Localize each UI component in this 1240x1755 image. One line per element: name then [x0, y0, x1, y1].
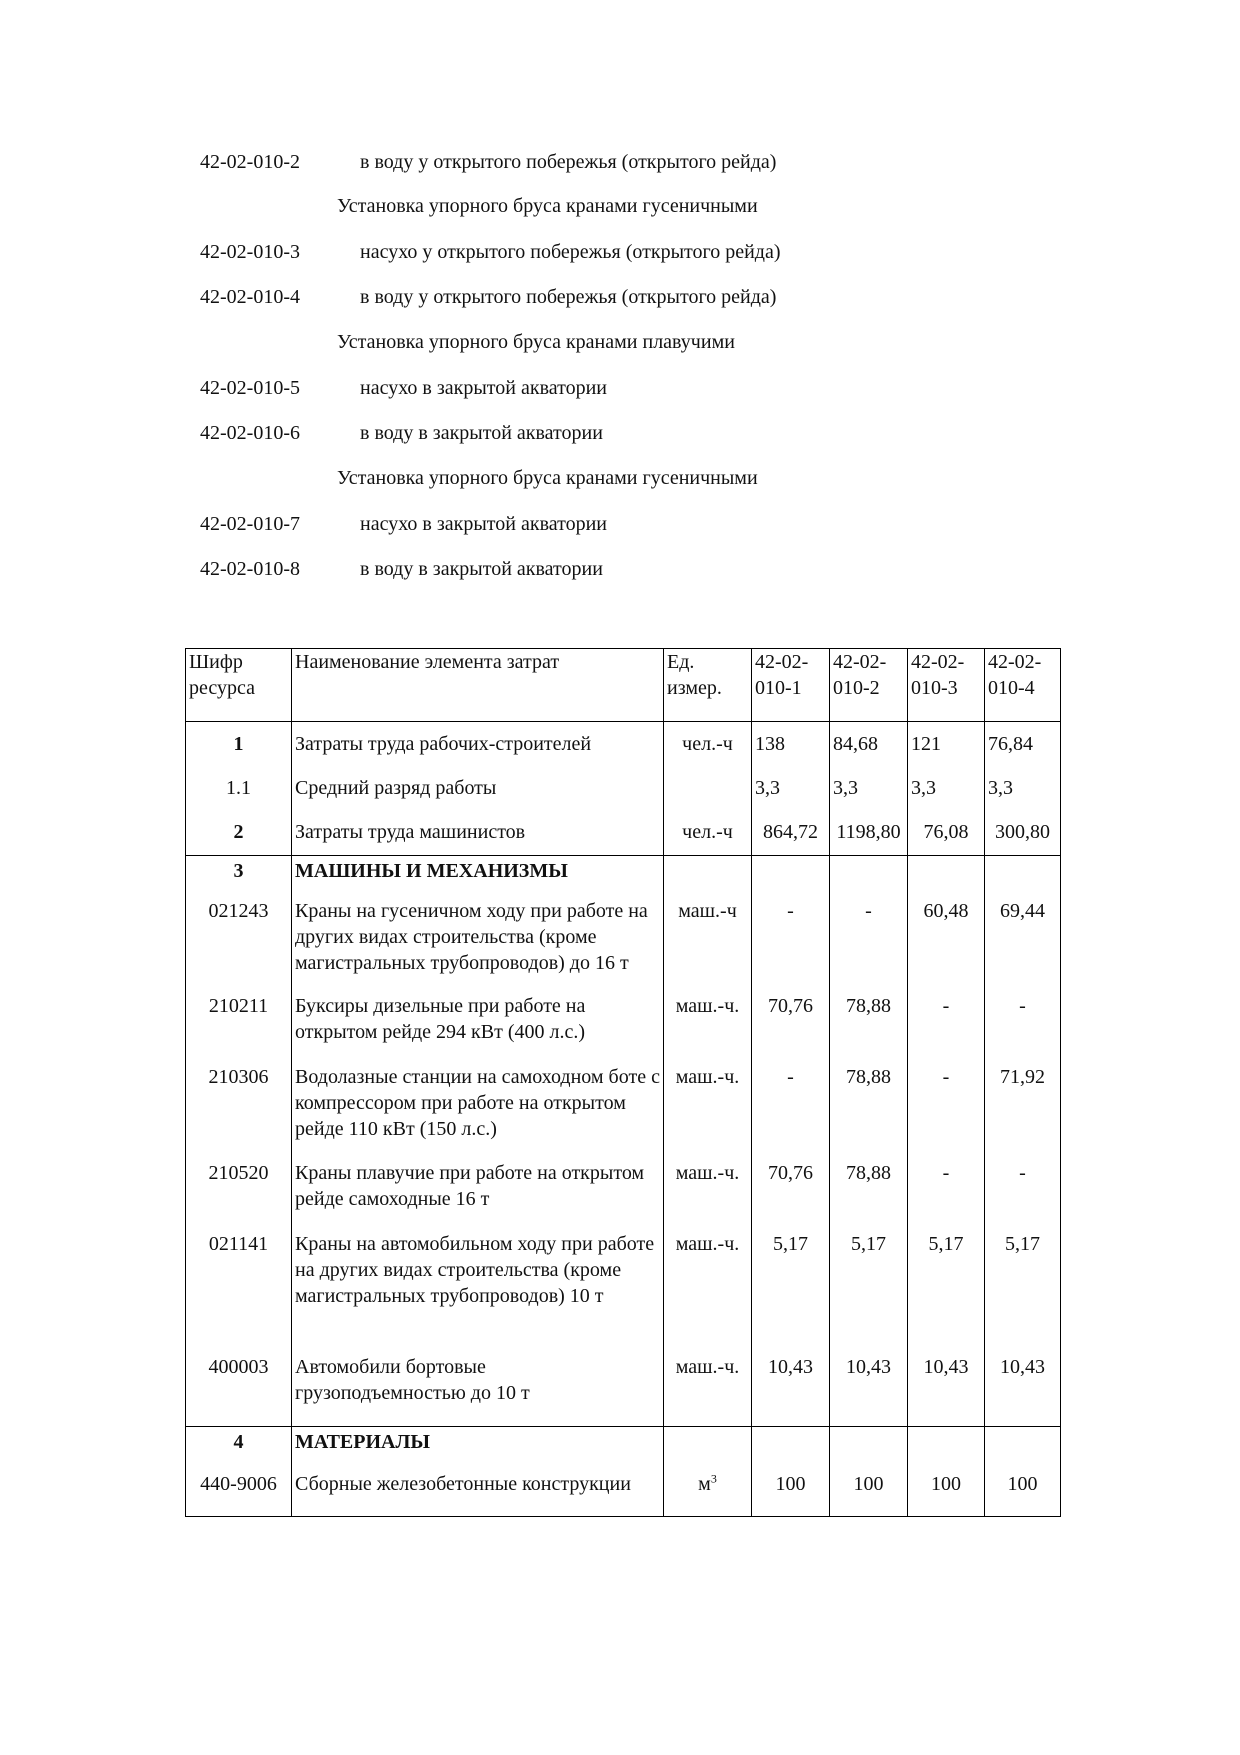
header-code: Шифр ресурса	[186, 649, 292, 722]
cell-unit: маш.-ч.	[664, 1231, 752, 1354]
cell-value: 10,43	[752, 1354, 830, 1427]
cell-code: 021243	[186, 898, 292, 993]
table-section-row	[186, 856, 1061, 898]
cell-value	[985, 856, 1061, 898]
cell-value: -	[752, 898, 830, 993]
list-text: в воду у открытого побережья (открытого рейда)	[360, 286, 777, 308]
list-code: 42-02-010-6	[200, 422, 300, 444]
cell-value: -	[908, 1160, 985, 1231]
list-heading-text: Установка упорного бруса кранами гусеничными	[337, 467, 758, 489]
list-code: 42-02-010-5	[200, 377, 300, 399]
cell-code: 4	[186, 1427, 292, 1471]
cell-unit: маш.-ч.	[664, 1064, 752, 1160]
cell-value: 300,80	[985, 810, 1061, 856]
table-row	[186, 993, 1061, 1064]
cell-name: Краны на автомобильном ходу при работе на других видах строительства (кроме магистральных трубопроводов) 10 т	[292, 1231, 664, 1354]
list-code: 42-02-010-3	[200, 241, 300, 263]
list-code: 42-02-010-4	[200, 286, 300, 308]
header-unit: Ед. измер.	[664, 649, 752, 722]
unit-text: м	[698, 1472, 711, 1495]
cell-code: 1.1	[186, 766, 292, 810]
table-row	[186, 1064, 1061, 1160]
cell-unit	[664, 856, 752, 898]
cell-code: 440-9006	[186, 1471, 292, 1517]
header-col-2: 42-02-010-2	[830, 649, 908, 722]
cell-value: 69,44	[985, 898, 1061, 993]
cell-name: Затраты труда машинистов	[292, 810, 664, 856]
cell-code: 210211	[186, 993, 292, 1064]
cell-value: 84,68	[830, 722, 908, 766]
table-row	[186, 810, 1061, 856]
unit-superscript: 3	[710, 1470, 717, 1485]
table-row	[186, 722, 1061, 766]
cell-value: 10,43	[908, 1354, 985, 1427]
cell-value	[985, 1427, 1061, 1471]
cell-name: МАТЕРИАЛЫ	[292, 1427, 664, 1471]
list-heading-text: Установка упорного бруса кранами плавучими	[337, 331, 735, 353]
cell-name: МАШИНЫ И МЕХАНИЗМЫ	[292, 856, 664, 898]
cell-name: Краны на гусеничном ходу при работе на других видах строительства (кроме магистральных трубопроводов) до 16 т	[292, 898, 664, 993]
cell-value: 100	[908, 1471, 985, 1517]
cell-unit	[664, 1471, 752, 1517]
header-col-3: 42-02-010-3	[908, 649, 985, 722]
list-text: в воду в закрытой акватории	[360, 558, 603, 580]
cell-unit	[664, 766, 752, 810]
table-row	[186, 898, 1061, 993]
table-header-row	[186, 649, 1061, 722]
cell-code: 210520	[186, 1160, 292, 1231]
cell-value: -	[985, 1160, 1061, 1231]
cell-code: 2	[186, 810, 292, 856]
cell-unit: чел.-ч	[664, 722, 752, 766]
cell-unit	[664, 1427, 752, 1471]
header-col-4: 42-02-010-4	[985, 649, 1061, 722]
cell-value: 864,72	[752, 810, 830, 856]
cell-value: -	[985, 993, 1061, 1064]
list-text: насухо у открытого побережья (открытого рейда)	[360, 241, 781, 263]
table-row	[186, 766, 1061, 810]
cell-unit: маш.-ч.	[664, 1354, 752, 1427]
cell-value: 100	[830, 1471, 908, 1517]
list-code: 42-02-010-7	[200, 513, 300, 535]
cell-unit: маш.-ч.	[664, 1160, 752, 1231]
list-text: насухо в закрытой акватории	[360, 377, 608, 399]
list-code: 42-02-010-8	[200, 558, 300, 580]
table-row	[186, 1471, 1061, 1517]
cell-value: 1198,80	[830, 810, 908, 856]
cell-value: 5,17	[985, 1231, 1061, 1354]
cell-value: 3,3	[908, 766, 985, 810]
cell-value	[752, 1427, 830, 1471]
cell-name: Средний разряд работы	[292, 766, 664, 810]
cell-code: 3	[186, 856, 292, 898]
cell-value: 3,3	[752, 766, 830, 810]
cell-value	[908, 1427, 985, 1471]
cell-unit: маш.-ч.	[664, 993, 752, 1064]
cell-value: 76,08	[908, 810, 985, 856]
cell-value: 71,92	[985, 1064, 1061, 1160]
header-name: Наименование элемента затрат	[292, 649, 664, 722]
header-col-1: 42-02-010-1	[752, 649, 830, 722]
cell-name: Буксиры дизельные при работе на открытом рейде 294 кВт (400 л.с.)	[292, 993, 664, 1064]
cell-value: -	[830, 898, 908, 993]
cell-name: Сборные железобетонные конструкции	[292, 1471, 664, 1517]
cell-value: 5,17	[830, 1231, 908, 1354]
cell-value	[752, 856, 830, 898]
cell-value: 70,76	[752, 993, 830, 1064]
cell-code: 1	[186, 722, 292, 766]
cell-value: 10,43	[830, 1354, 908, 1427]
cell-name: Затраты труда рабочих-строителей	[292, 722, 664, 766]
cell-value: 76,84	[985, 722, 1061, 766]
cell-value	[830, 1427, 908, 1471]
cell-unit: чел.-ч	[664, 810, 752, 856]
cell-value	[908, 856, 985, 898]
table-row	[186, 1354, 1061, 1427]
cell-value: 100	[752, 1471, 830, 1517]
list-text: в воду в закрытой акватории	[360, 422, 603, 444]
cell-value: 3,3	[985, 766, 1061, 810]
table-row	[186, 1160, 1061, 1231]
cell-name: Автомобили бортовые грузоподъемностью до 10 т	[292, 1354, 664, 1427]
list-text: в воду у открытого побережья (открытого рейда)	[360, 151, 777, 173]
cell-value: 100	[985, 1471, 1061, 1517]
cell-value: -	[908, 1064, 985, 1160]
list-code: 42-02-010-2	[200, 151, 300, 173]
list-text: насухо в закрытой акватории	[360, 513, 608, 535]
cell-value: 10,43	[985, 1354, 1061, 1427]
cell-unit: маш.-ч	[664, 898, 752, 993]
resource-table	[185, 648, 1061, 1517]
cell-value: -	[908, 993, 985, 1064]
cell-value: 138	[752, 722, 830, 766]
cell-value: 5,17	[752, 1231, 830, 1354]
cell-code: 021141	[186, 1231, 292, 1354]
cell-name: Водолазные станции на самоходном боте с компрессором при работе на открытом рейде 110 кВт (150 л.с.)	[292, 1064, 664, 1160]
cell-value: 60,48	[908, 898, 985, 993]
cell-value: 78,88	[830, 1064, 908, 1160]
cell-value: 5,17	[908, 1231, 985, 1354]
cell-code: 400003	[186, 1354, 292, 1427]
cell-value: 3,3	[830, 766, 908, 810]
cell-value	[830, 856, 908, 898]
list-heading-text: Установка упорного бруса кранами гусеничными	[337, 195, 758, 217]
cell-value: 121	[908, 722, 985, 766]
table-row	[186, 1231, 1061, 1354]
cell-value: 78,88	[830, 993, 908, 1064]
cell-code: 210306	[186, 1064, 292, 1160]
cell-value: 78,88	[830, 1160, 908, 1231]
cell-value: -	[752, 1064, 830, 1160]
table-section-row	[186, 1427, 1061, 1471]
cell-value: 70,76	[752, 1160, 830, 1231]
cell-name: Краны плавучие при работе на открытом рейде самоходные 16 т	[292, 1160, 664, 1231]
